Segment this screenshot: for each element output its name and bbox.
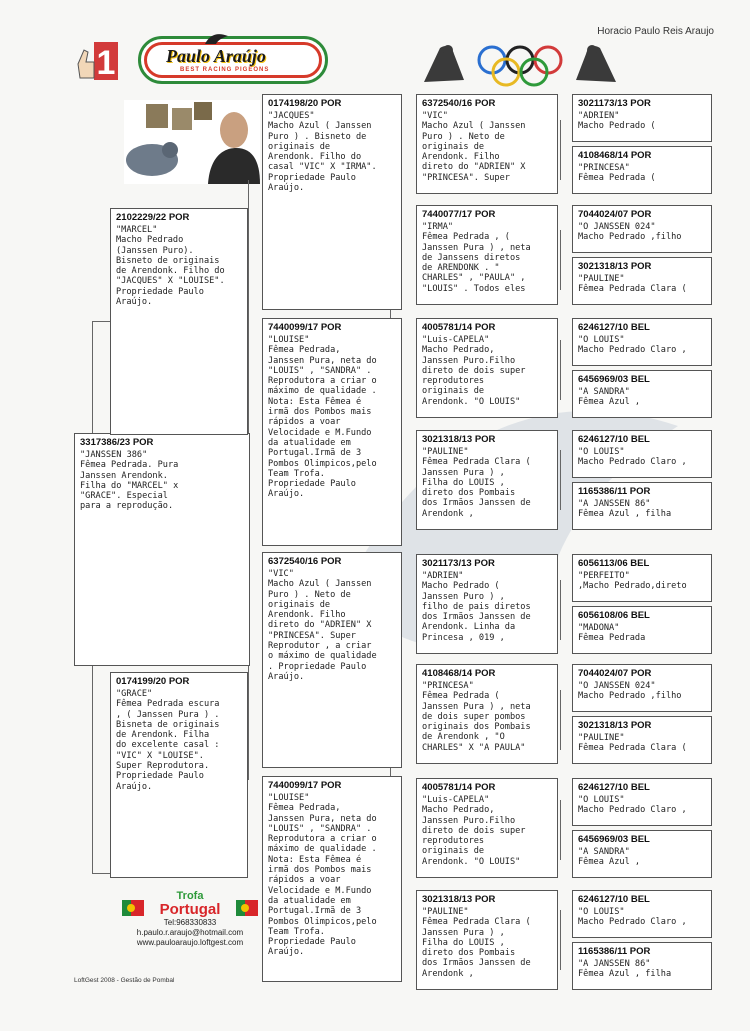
gen4-card	[572, 664, 712, 712]
ring-number: 2102229/22 POR	[116, 212, 190, 223]
great-grandparent-card	[416, 890, 558, 990]
number-one-logo	[74, 40, 120, 82]
gen4-card	[572, 318, 712, 366]
ring-number: 1165386/11 POR	[578, 946, 651, 957]
ring-number: 6456969/03 BEL	[578, 834, 650, 845]
pigeon-description: "O LOUIS" Macho Pedrado Claro ,	[578, 447, 687, 468]
pigeon-description: "Luis-CAPELA" Macho Pedrado, Janssen Puro.Filho direto de dois super reprodutores originais de Arendonk. "O LOUIS"	[422, 795, 526, 867]
ring-number: 4005781/14 POR	[422, 322, 496, 333]
olympic-rings-icon	[479, 47, 561, 85]
brand-logo	[138, 36, 328, 84]
pigeon-description: "O JANSSEN 024" Macho Pedrado ,filho	[578, 222, 682, 243]
brand-name: Paulo Araújo	[166, 46, 266, 66]
pigeon-description: "PRINCESA" Fêmea Pedrada (	[578, 163, 656, 184]
ring-number: 6372540/16 POR	[422, 98, 496, 109]
ring-number: 0174199/20 POR	[116, 676, 190, 687]
ring-number: 4005781/14 POR	[422, 782, 496, 793]
pigeon-description: "Luis-CAPELA" Macho Pedrado, Janssen Puro.Filho direto de dois super reprodutores originais de Arendonk. "O LOUIS"	[422, 335, 526, 407]
trofa-label: Trofa	[176, 890, 204, 902]
ring-number: 6246127/10 BEL	[578, 894, 650, 905]
ring-number: 3021318/13 POR	[578, 720, 652, 731]
phone-number: Tel:968330833	[163, 918, 217, 927]
pigeon-description: "O LOUIS" Macho Pedrado Claro ,	[578, 795, 687, 816]
pigeon-description: "PAULINE" Fêmea Pedrada Clara (	[578, 274, 687, 295]
pigeon-description: "GRACE" Fêmea Pedrada escura , ( Janssen Pura ) . Bisneta de originais de Arendonk. Filha do excelente casal : "VIC" X "LOUISE". Super Reprodutora. Propriedade Paulo Araújo.	[116, 689, 220, 792]
grandparent-card	[262, 318, 402, 546]
email-address[interactable]: h.paulo.r.araujo@hotmail.com	[136, 928, 244, 937]
gen4-card	[572, 205, 712, 253]
pigeon-description: "A SANDRA" Fêmea Azul ,	[578, 847, 641, 868]
ring-number: 3317386/23 POR	[80, 437, 154, 448]
great-grandparent-card	[416, 554, 558, 654]
gen4-card	[572, 830, 712, 878]
pigeon-description: "O LOUIS" Macho Pedrado Claro ,	[578, 335, 687, 356]
logo-number: 1	[96, 44, 116, 82]
pigeon-description: "ADRIEN" Macho Pedrado (	[578, 111, 656, 132]
pigeon-description: "O JANSSEN 024" Macho Pedrado ,filho	[578, 681, 682, 702]
grandparent-card	[262, 94, 402, 310]
portugal-label: Portugal	[159, 901, 221, 918]
ring-number: 3021173/13 POR	[578, 98, 651, 109]
ring-number: 3021318/13 POR	[422, 434, 496, 445]
ring-number: 7044024/07 POR	[578, 668, 652, 679]
gen4-card	[572, 716, 712, 764]
ring-number: 7044024/07 POR	[578, 209, 652, 220]
pigeon-description: "O LOUIS" Macho Pedrado Claro ,	[578, 907, 687, 928]
grandparent-card	[262, 776, 402, 982]
ring-number: 7440099/17 POR	[268, 322, 342, 333]
website-link[interactable]: www.pauloaraujo.loftgest.com	[136, 938, 244, 947]
ring-number: 1165386/11 POR	[578, 486, 651, 497]
pigeon-description: "JANSSEN 386" Fêmea Pedrada. Pura Janssen Arendonk. Filha do "MARCEL" x "GRACE". Especial para a reprodução.	[80, 450, 179, 512]
pigeon-description: "A JANSSEN 86" Fêmea Azul , filha	[578, 499, 672, 520]
dam-card	[110, 672, 248, 878]
owner-name: Horacio Paulo Reis Araujo	[597, 26, 714, 37]
ring-number: 4108468/14 POR	[422, 668, 496, 679]
ring-number: 3021318/13 POR	[422, 894, 496, 905]
great-grandparent-card	[416, 94, 558, 194]
pigeon-description: "VIC" Macho Azul ( Janssen Puro ) . Neto de originais de Arendonk. Filho direto do "ADRIEN" X "PRINCESA". Super	[422, 111, 526, 183]
gen4-card	[572, 257, 712, 305]
pigeon-description: "MARCEL" Macho Pedrado (Janssen Puro). Bisneto de originais de Arendonk. Filho do "JACQUES" X "LOUISE". Propriedade Paulo Araújo.	[116, 225, 225, 308]
gen4-card	[572, 890, 712, 938]
gen4-card	[572, 778, 712, 826]
pigeon-description: "PRINCESA" Fêmea Pedrada ( Janssen Pura ) , neta de dois super pombos originais dos Pombais de Arendonk , "O CHARLES" X "A PAULA"	[422, 681, 531, 753]
pigeon-left-icon	[424, 45, 464, 82]
great-grandparent-card	[416, 664, 558, 764]
great-grandparent-card	[416, 205, 558, 305]
gen4-card	[572, 430, 712, 478]
pigeon-description: "MADONA" Fêmea Pedrada	[578, 623, 646, 644]
portugal-flag-icon	[122, 900, 144, 916]
pigeon-description: "VIC" Macho Azul ( Janssen Puro ) . Neto de originais de Arendonk. Filho direto do "ADRIEN" X "PRINCESA". Super Reprodutor , a criar o máximo de qualidade . Propriedade Paulo Araújo.	[268, 569, 377, 682]
brand-tagline: BEST RACING PIGEONS	[180, 67, 270, 73]
owner-photo	[124, 100, 260, 184]
ring-number: 4108468/14 POR	[578, 150, 652, 161]
pedigree-subject-card	[74, 433, 250, 666]
pigeon-description: "LOUISE" Fêmea Pedrada, Janssen Pura, neta do "LOUIS" , "SANDRA" . Reprodutora a criar o máximo de qualidade . Nota: Esta Fêmea é irmã dos Pombos mais rápidos a voar Velocidade e M.Fundo da atualidade em Portugal.Irmã de 3 Pombos Olimpicos,pelo Team Trofa. Propriedade Paulo Araújo.	[268, 335, 377, 500]
ring-number: 6056108/06 BEL	[578, 610, 650, 621]
contact-block	[120, 890, 260, 960]
pigeon-right-icon	[576, 45, 616, 82]
great-grandparent-card	[416, 318, 558, 418]
grandparent-card	[262, 552, 402, 768]
pigeon-description: "JACQUES" Macho Azul ( Janssen Puro ) . Bisneto de originais de Arendonk. Filho do casal "VIC" X "IRMA". Propriedade Paulo Araújo.	[268, 111, 377, 194]
sire-card	[110, 208, 248, 435]
ring-number: 6456969/03 BEL	[578, 374, 650, 385]
ring-number: 7440077/17 POR	[422, 209, 496, 220]
footer-credit: LoftGest 2008 - Gestão de Pombal	[74, 977, 175, 984]
gen4-card	[572, 370, 712, 418]
ring-number: 6246127/10 BEL	[578, 782, 650, 793]
pigeon-description: "A JANSSEN 86" Fêmea Azul , filha	[578, 959, 672, 980]
ring-number: 6372540/16 POR	[268, 556, 342, 567]
pigeon-description: "PAULINE" Fêmea Pedrada Clara ( Janssen Pura ) , Filha do LOUIS , direto dos Pombais dos Irmãos Janssen de Arendonk ,	[422, 907, 531, 979]
great-grandparent-card	[416, 778, 558, 878]
pigeon-description: "IRMA" Fêmea Pedrada , ( Janssen Pura ) , neta de Janssens diretos de ARENDONK . " CHARLES" , "PAULA" , "LOUIS" . Todos eles	[422, 222, 531, 294]
ring-number: 3021318/13 POR	[578, 261, 652, 272]
pigeon-description: "PAULINE" Fêmea Pedrada Clara (	[578, 733, 687, 754]
gen4-card	[572, 554, 712, 602]
portugal-flag-icon	[236, 900, 258, 916]
pigeon-description: "ADRIEN" Macho Pedrado ( Janssen Puro ) , filho de pais diretos dos Irmãos Janssen de Arendonk. Linha da Princesa , 019 ,	[422, 571, 531, 643]
gen4-card	[572, 606, 712, 654]
gen4-card	[572, 942, 712, 990]
ring-number: 3021173/13 POR	[422, 558, 495, 569]
gen4-card	[572, 146, 712, 194]
ring-number: 6056113/06 BEL	[578, 558, 650, 569]
ring-number: 6246127/10 BEL	[578, 434, 650, 445]
ring-number: 0174198/20 POR	[268, 98, 342, 109]
ring-number: 7440099/17 POR	[268, 780, 342, 791]
ring-number: 6246127/10 BEL	[578, 322, 650, 333]
pigeon-description: "A SANDRA" Fêmea Azul ,	[578, 387, 641, 408]
pigeon-description: "PAULINE" Fêmea Pedrada Clara ( Janssen Pura ) , Filha do LOUIS , direto dos Pombais dos Irmãos Janssen de Arendonk ,	[422, 447, 531, 519]
pigeon-description: "LOUISE" Fêmea Pedrada, Janssen Pura, neta do "LOUIS" , "SANDRA" . Reprodutora a criar o máximo de qualidade . Nota: Esta Fêmea é irmã dos Pombos mais rápidos a voar Velocidade e M.Fundo da atualidade em Portugal.Irmã de 3 Pombos Olimpicos,pelo Team Trofa. Propriedade Paulo Araújo.	[268, 793, 377, 958]
olympic-pigeons-graphic	[420, 40, 620, 88]
gen4-card	[572, 482, 712, 530]
great-grandparent-card	[416, 430, 558, 530]
gen4-card	[572, 94, 712, 142]
pigeon-description: "PERFEITO" ,Macho Pedrado,direto	[578, 571, 687, 592]
